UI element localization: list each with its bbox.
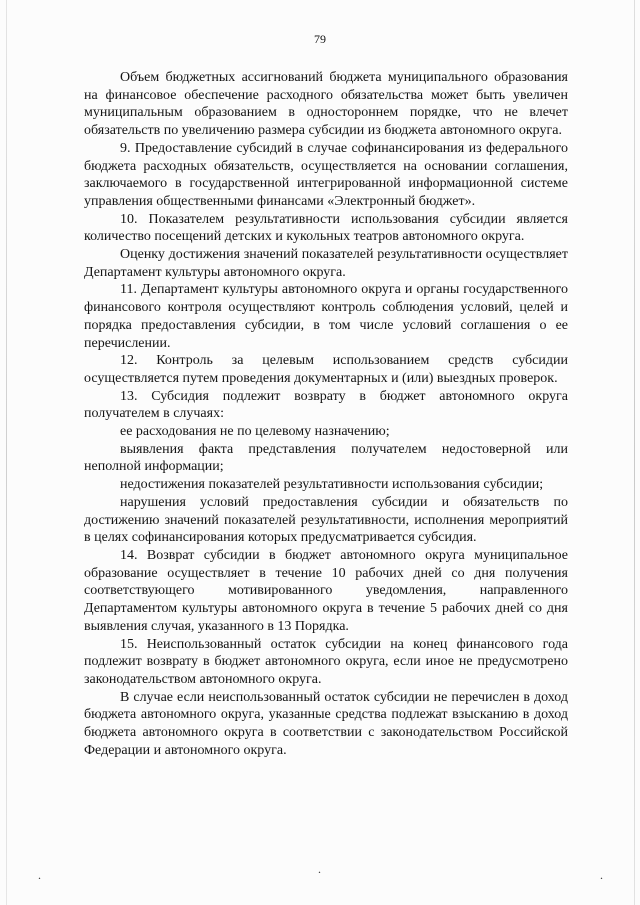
- list-item-misuse: ее расходования не по целевому назначению;: [120, 424, 390, 440]
- paragraph-assessment: Оценку достижения значений показателей результативности осуществляет Департамент культуры автономного округа.: [84, 247, 568, 280]
- paragraph-15: 15. Неиспользованный остаток субсидии на конец финансового года подлежит возврату в бюджет автономного округа, если иное не предусмотрено законодательством автономного округа.: [84, 636, 568, 687]
- paragraph-unused-balance: В случае если неиспользованный остаток субсидии не перечислен в доход бюджета автономного округа, указанные средства подлежат взысканию в доход бюджета автономного округа в соответствии с законодательством Российской Федерации и автономного округа.: [84, 689, 568, 758]
- paragraph-9: 9. Предоставление субсидий в случае софинансирования из федерального бюджета расходных обязательств, осуществляется на основании соглашения, заключаемого в государственной интегрированной информационной системе управления общественными финансами «Электронный бюджет».: [84, 140, 568, 209]
- scan-mark-left: .: [38, 868, 41, 882]
- paragraph-10: 10. Показателем результативности использования субсидии является количество посещений детских и кукольных театров автономного округа.: [84, 211, 568, 245]
- paragraph-11: 11. Департамент культуры автономного округа и органы государственного финансового контроля осуществляют контроль соблюдения условий, целей и порядка предоставления субсидии, в том числе условий соглашения о ее перечислении.: [84, 282, 568, 351]
- list-item-violation: нарушения условий предоставления субсидии и обязательств по достижению значений показателей результативности, исполнения мероприятий в целях софинансирования которых предусматривается субсидия.: [84, 494, 568, 546]
- paragraph-budget-allocation: Объем бюджетных ассигнований бюджета муниципального образования на финансовое обеспечение расходного обязательства может быть увеличен муниципальным образованием в одностороннем порядке, что не влечет обязательств по увеличению размера субсидии из бюджета автономного округа.: [84, 70, 568, 139]
- page-right-edge: [634, 0, 635, 905]
- paragraph-12: 12. Контроль за целевым использованием средств субсидии осуществляется путем проведения документарных и (или) выездных проверок.: [84, 353, 568, 386]
- scan-mark-right: .: [600, 868, 603, 882]
- list-item-false-info: выявления факта представления получателем недостоверной или неполной информации;: [84, 441, 568, 475]
- scan-mark-center: .: [318, 862, 321, 876]
- document-body: [84, 69, 568, 759]
- paragraph-14: 14. Возврат субсидии в бюджет автономного округа муниципальное образование осуществляет в течение 10 рабочих дней со дня получения соответствующего мотивированного уведомления, направленного Департаментом культуры автономного округа в течение 5 рабочих дней со дня выявления случая, указанного в 13 Порядка.: [84, 547, 568, 634]
- page-left-edge: [6, 0, 7, 905]
- paragraph-13: 13. Субсидия подлежит возврату в бюджет автономного округа получателем в случаях:: [84, 388, 568, 422]
- page-number: 79: [314, 32, 326, 46]
- list-item-not-achieved: недостижения показателей результативности использования субсидии;: [120, 477, 544, 493]
